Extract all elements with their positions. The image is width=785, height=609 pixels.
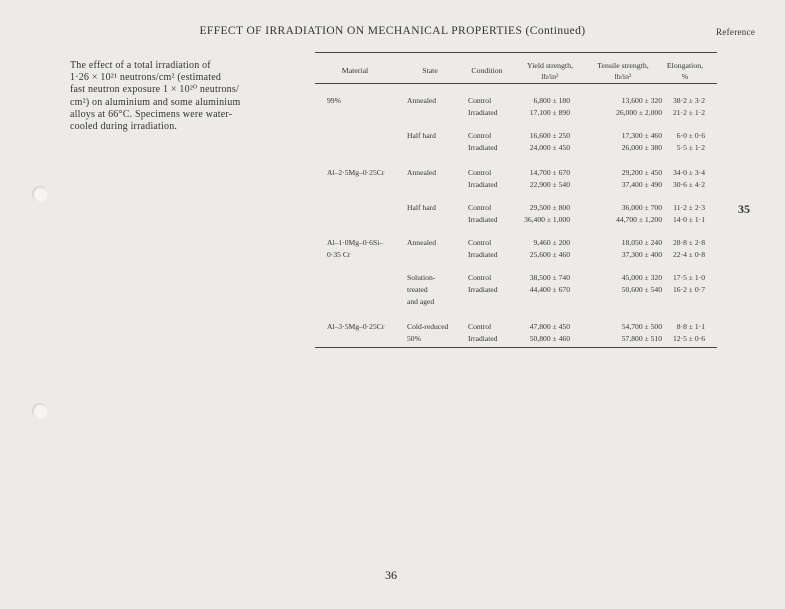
cell-elongation: 5·5 ± 1·2 [676, 143, 705, 152]
table-top-rule [315, 52, 717, 53]
header-yield [510, 60, 590, 82]
cell-yield-strength: 16,600 ± 250 [529, 131, 570, 140]
table-row [0, 180, 785, 192]
cell-tensile-strength: 26,000 ± 2,000 [616, 108, 662, 117]
table-row [0, 334, 785, 346]
table-row [0, 238, 785, 250]
table-row [0, 285, 785, 297]
cell-elongation: 38·2 ± 3·2 [672, 96, 705, 105]
cell-state: Annealed [407, 238, 437, 247]
cell-state: and aged [407, 297, 435, 306]
cell-condition: Control [468, 238, 492, 247]
cell-tensile-strength: 50,600 ± 540 [621, 285, 662, 294]
table-row [0, 131, 785, 143]
cell-state: 50% [407, 334, 421, 343]
cell-elongation: 6·0 ± 0·6 [676, 131, 705, 140]
cell-material: 99% [327, 96, 341, 105]
cell-condition: Irradiated [468, 334, 498, 343]
cell-material: Al–1·0Mg–0·6Si– [327, 238, 384, 247]
cell-material: 0·35 Cr [327, 250, 351, 259]
header-yield-line1: Yield strength, [527, 61, 573, 70]
cell-state: Annealed [407, 96, 437, 105]
table-header-rule [315, 83, 717, 84]
header-state: State [422, 66, 438, 75]
page-number: 36 [385, 568, 397, 582]
header-elongation [650, 60, 720, 82]
cell-material: Al–2·5Mg–0·25Cr [327, 168, 385, 177]
cell-yield-strength: 50,800 ± 460 [529, 334, 570, 343]
header-condition: Condition [471, 66, 503, 75]
cell-tensile-strength: 37,400 ± 490 [621, 180, 662, 189]
cell-state: treated [407, 285, 428, 294]
header-material: Material [341, 66, 369, 75]
cell-elongation: 14·0 ± 1·1 [672, 215, 705, 224]
cell-state: Half hard [407, 203, 436, 212]
cell-condition: Control [468, 96, 492, 105]
cell-condition: Irradiated [468, 180, 498, 189]
table-row [0, 96, 785, 108]
cell-tensile-strength: 37,300 ± 400 [621, 250, 662, 259]
cell-condition: Control [468, 322, 492, 331]
cell-elongation: 16·2 ± 0·7 [672, 285, 705, 294]
cell-elongation: 28·8 ± 2·8 [672, 238, 705, 247]
cell-tensile-strength: 36,000 ± 700 [621, 203, 662, 212]
cell-condition: Irradiated [468, 215, 498, 224]
cell-condition: Irradiated [468, 250, 498, 259]
table-row [0, 273, 785, 285]
cell-elongation: 34·0 ± 3·4 [672, 168, 705, 177]
cell-elongation: 21·2 ± 1·2 [672, 108, 705, 117]
cell-yield-strength: 24,000 ± 450 [529, 143, 570, 152]
cell-tensile-strength: 17,300 ± 460 [621, 131, 662, 140]
description-line: cooled during irradiation. [70, 121, 178, 133]
cell-tensile-strength: 44,700 ± 1,200 [616, 215, 662, 224]
cell-tensile-strength: 45,000 ± 320 [621, 273, 662, 282]
cell-elongation: 12·5 ± 0·6 [672, 334, 705, 343]
cell-yield-strength: 9,460 ± 200 [533, 238, 570, 247]
cell-condition: Irradiated [468, 108, 498, 117]
cell-tensile-strength: 57,800 ± 510 [621, 334, 662, 343]
cell-state: Half hard [407, 131, 436, 140]
table-row [0, 143, 785, 155]
header-yield-line2: lb/in² [541, 72, 559, 81]
table-row [0, 250, 785, 262]
description-line: The effect of a total irradiation of [70, 60, 211, 71]
cell-yield-strength: 47,800 ± 450 [529, 322, 570, 331]
cell-elongation: 11·2 ± 2·3 [673, 203, 705, 212]
cell-tensile-strength: 29,200 ± 450 [621, 168, 662, 177]
cell-yield-strength: 17,100 ± 890 [529, 108, 570, 117]
description-line: fast neutron exposure 1 × 10²⁰ neutrons/ [70, 84, 239, 96]
cell-condition: Control [468, 203, 492, 212]
cell-condition: Irradiated [468, 285, 498, 294]
table-row [0, 322, 785, 334]
header-tensile-line2: lb/in² [614, 72, 632, 81]
cell-yield-strength: 25,600 ± 460 [529, 250, 570, 259]
table-row [0, 168, 785, 180]
cell-yield-strength: 38,500 ± 740 [529, 273, 570, 282]
cell-state: Annealed [407, 168, 437, 177]
cell-yield-strength: 29,500 ± 800 [529, 203, 570, 212]
side-page-number: 35 [738, 202, 750, 216]
cell-yield-strength: 14,700 ± 670 [529, 168, 570, 177]
description-line: cm²) on aluminium and some aluminium [70, 96, 241, 108]
cell-elongation: 30·6 ± 4·2 [672, 180, 705, 189]
table-row [0, 215, 785, 227]
table-row [0, 297, 785, 309]
cell-tensile-strength: 26,000 ± 380 [621, 143, 662, 152]
cell-state: Solution- [407, 273, 436, 282]
cell-condition: Control [468, 131, 492, 140]
table-bottom-rule [315, 347, 717, 348]
cell-tensile-strength: 18,050 ± 240 [621, 238, 662, 247]
binder-hole-bottom [32, 403, 48, 419]
cell-yield-strength: 22,900 ± 540 [529, 180, 570, 189]
page-title: EFFECT OF IRRADIATION ON MECHANICAL PROPERTIES (Continued) [199, 25, 586, 37]
cell-tensile-strength: 13,600 ± 320 [621, 96, 662, 105]
reference-label: Reference [716, 27, 756, 37]
header-elongation-line1: Elongation, [666, 61, 704, 70]
cell-yield-strength: 36,400 ± 1,000 [524, 215, 570, 224]
table-row [0, 108, 785, 120]
cell-elongation: 17·5 ± 1·0 [672, 273, 705, 282]
cell-yield-strength: 44,400 ± 670 [529, 285, 570, 294]
cell-material: Al–3·5Mg–0·25Cr [327, 322, 385, 331]
cell-state: Cold-reduced [407, 322, 449, 331]
table-row [0, 203, 785, 215]
cell-yield-strength: 6,800 ± 180 [533, 96, 570, 105]
header-tensile-line1: Tensile strength, [597, 61, 649, 70]
cell-condition: Control [468, 168, 492, 177]
description-line: alloys at 66°C. Specimens were water- [70, 108, 233, 120]
cell-condition: Control [468, 273, 492, 282]
cell-tensile-strength: 54,700 ± 500 [621, 322, 662, 331]
header-elongation-line2: % [681, 72, 689, 81]
description-line: 1·26 × 10²¹ neutrons/cm² (estimated [70, 72, 222, 84]
cell-elongation: 22·4 ± 0·8 [672, 250, 705, 259]
cell-elongation: 8·8 ± 1·1 [676, 322, 705, 331]
cell-condition: Irradiated [468, 143, 498, 152]
